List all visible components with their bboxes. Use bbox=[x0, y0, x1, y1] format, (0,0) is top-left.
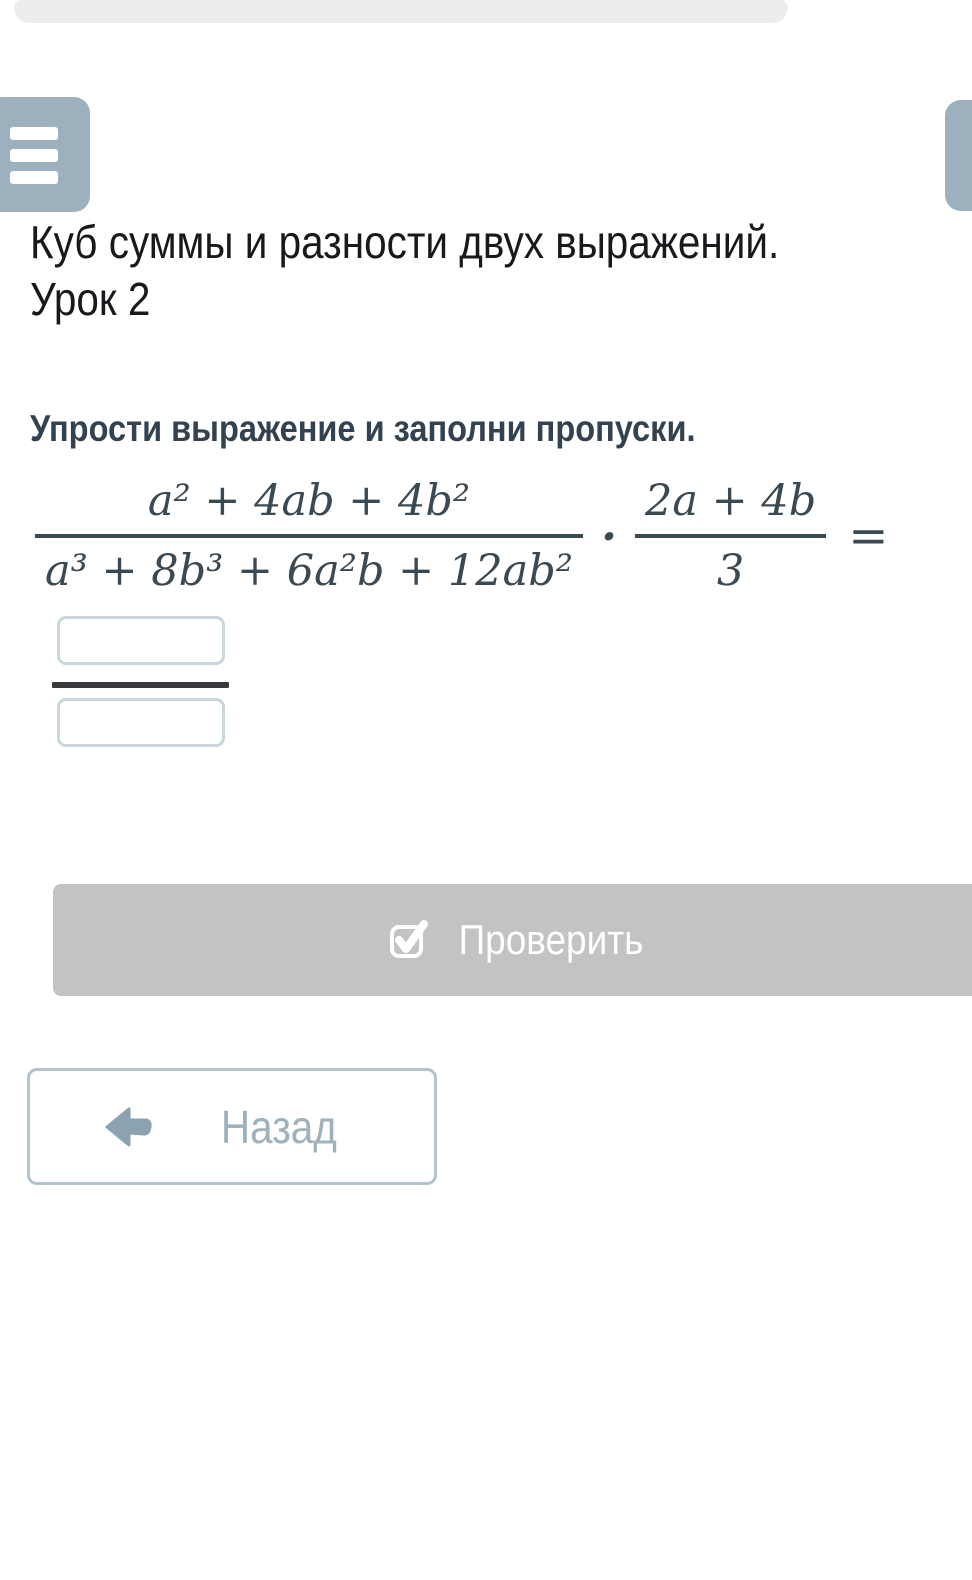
back-button[interactable] bbox=[27, 1068, 437, 1185]
menu-button[interactable] bbox=[0, 97, 90, 212]
math-expression bbox=[35, 476, 888, 596]
fraction-1-numerator: a² + 4ab + 4b² bbox=[147, 476, 471, 526]
multiplication-dot: · bbox=[600, 509, 617, 563]
fraction-2-numerator: 2a + 4b bbox=[644, 476, 817, 526]
checkbox-check-icon bbox=[388, 919, 430, 961]
right-edge-button[interactable] bbox=[945, 100, 972, 211]
page-title bbox=[30, 214, 881, 328]
fraction-1-denominator: a³ + 8b³ + 6a²b + 12ab² bbox=[35, 534, 583, 596]
check-button[interactable] bbox=[53, 884, 972, 996]
answer-denominator-input[interactable] bbox=[57, 698, 225, 747]
page-title-line1: Куб суммы и разности двух выражений. bbox=[30, 216, 780, 268]
top-sheet bbox=[14, 0, 788, 23]
task-instruction: Упрости выражение и заполни пропуски. bbox=[30, 408, 696, 449]
hamburger-icon bbox=[10, 127, 58, 193]
arrow-left-icon bbox=[104, 1106, 154, 1148]
back-button-label: Назад bbox=[221, 1100, 337, 1153]
answer-fraction-bar bbox=[52, 682, 229, 688]
equals-sign: = bbox=[848, 508, 889, 564]
fraction-2 bbox=[635, 476, 826, 596]
answer-fraction bbox=[52, 616, 229, 747]
fraction-1 bbox=[35, 476, 583, 596]
check-button-label: Проверить bbox=[459, 916, 644, 963]
page-title-line2: Урок 2 bbox=[30, 273, 151, 325]
answer-numerator-input[interactable] bbox=[57, 616, 225, 665]
fraction-2-denominator: 3 bbox=[635, 534, 826, 596]
